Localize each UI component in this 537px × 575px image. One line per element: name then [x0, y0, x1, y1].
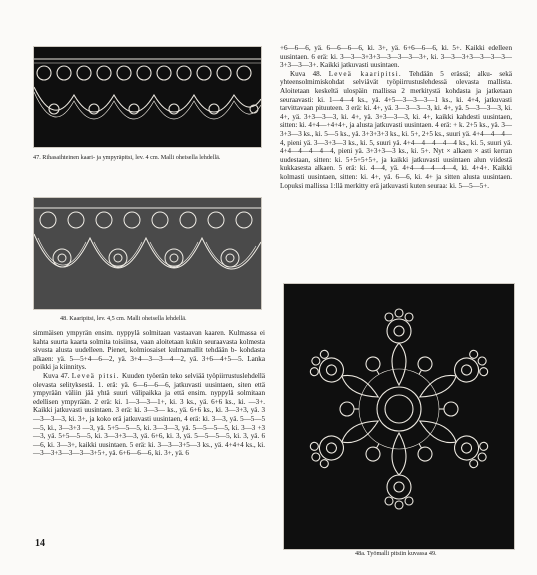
paragraph-figure-47 — [33, 372, 265, 458]
pattern-title: Leveä pitsi. — [71, 371, 120, 380]
pattern-instructions: Kuuden työerän teko selviää työpiirrustuslehdellä olevasta selityksestä. 1. erä: yä. 6—6—6—6, jatkuvasti uusintaen, siten että ympyrään väliin jää yhtä suuri välipaikka ja että ensim. nyppylä solmitaan edellisen ympyrään. 2 erä: ki. 1—3—3—1+, ki. 3 ks., yä. 6+6 ks., ki. —3+. Kaikki jatkuvasti uusintaen. 3 erä: ki. 3—3— ks., yä. 6+6 ks., ki. 3—3+3, yä. 3—3—3—3, ki. 3+, ja koko erä jatkuvasti uusintaen, 4 erä: ki. 3—3, yä. 5—5—5—5, ki., 3—3+3 —3, yä. 5+5—5—5, ki. 3—3—3, yä. 5—5—5—5, ki. 3—3 +3—3, yä. 5+5—5—5, ki. 3—3+3—3, yä. 6+6, ki. 3, yä. 5—5—5—5, ki. 3, yä. 6—6, ki. 3—3+, kaikki uusintaen. 5 erä: ki. 3—3—3+5—3 ks., yä. 4+4+4 ks., ki. —3—3+3—3—3—3+5+, yä. 6+6—6—6, ki. 3+, yä. 6 — [33, 371, 265, 458]
doily-pattern-illustration — [284, 284, 514, 549]
page-number: 14 — [35, 538, 45, 549]
lace-edging-illustration — [34, 198, 261, 309]
lace-photo-47 — [33, 46, 262, 148]
figure-48-caption: 48. Kaaripitsi, lev. 4,5 cm. Malli oheisella lehdellä. — [60, 315, 187, 322]
right-text-column — [280, 44, 512, 190]
paragraph-figure-48 — [280, 70, 512, 190]
figure-48a-caption: 48a. Työmalli pitsiin kuvassa 49. — [355, 550, 437, 557]
doily-pattern-photo-48a — [283, 283, 515, 550]
figure-reference: Kuva 48. — [290, 69, 322, 78]
lace-edging-illustration — [34, 47, 261, 147]
lace-photo-48 — [33, 197, 262, 310]
left-text-column — [33, 329, 265, 458]
figure-47-caption: 47. Rihasaihteinen kaari- ja ympyräpitsi, lev. 4 cm. Malli oheisella lehdellä. — [33, 154, 221, 161]
pattern-title: Leveä kaaripitsi. — [328, 69, 402, 78]
pattern-instructions: Tehdään 5 erässä; alku- sekä yhteensolmimiskohdat selviävät työpiirrustuslehdessä olevasta mallista. Aloitetaan keskeltä ulospäin mallissa 2 merkitystä kohdasta ja jatketaan seuraavasti: ki. 1—4—4 ks., yä. 4+5—3—3—3—1 ks., ki. 4+4, jatkuvasti tarvittavaan pituuteen. 3 erä: ki. 4+, yä. 3—3—3—3, ki. 4+, yä. 5—3—3—3, ki. 4+, yä. 3+3—3—3, ki. 4+, yä. 3+3—3—3, ki. 4+, kaikki kahdesti uusintaen, sitten: ki. 4+4—+4+4+, ja alusta jatkuvasti uusintaen. 4 erä: + k. 2+5 ks., yä. 3—3+3—3 ks., ki. 5—5 ks., yä. 3+3+3+3 ks., ki. 5+, 2+5 ks., suuri yä. 4+4—4—4—4, pieni yä. 3—3+3—3 ks., ki. 5, suuri yä. 4+4—4—4—4—4 ks., ki. 5, suuri yä. 4+4—4—4—4—4, pieni yä. 3+3+3—3 ks., ki. 5+. Nyt × alkaen × asti kerran uudestaan, sitten: ki. 5+5+5+5+, ja kaikki jatkuvasti uusintaen alun viidestä kukkasesta alkaen. 5 erä: ki. 4—4, yä. 4+4—4—4—4—4, ki. 4+4+. Kaikki kolmasti uusintaen, sitten: ki. 4+, yä. 6—6, ki. 4+ ja sitten alusta uusintaen. Lopuksi mallissa 1:llä merkitty erä jatkuvasti kuten seuraa: ki. 5—5—5+. — [280, 69, 512, 190]
figure-reference: Kuva 47. — [43, 371, 70, 380]
paragraph-continued-instructions: +6—6—6, yä. 6—6—6—6, ki. 3+, yä. 6+6—6—6, ki. 5+. Kaikki edelleen uusintaen. 6 erä: ki. 3—3—3+3+3—3—3—3—3+, ki. 3—3—3+3—3—3—3—3+3—3—3+. Kaikki jatkuvasti uusintaen. — [280, 44, 512, 70]
paragraph-corner-instructions: simmäisen ympyrän ensim. nyppylä solmitaan vastaavan kaaren. Kulmassa ei kahta suurta kaarta solmita toisiinsa, vaan aloitetaan kukin seuraavasta kolmesta sivusta alusta uudelleen. Pienet, kolmiosaiset kulmamallit tehdään b- kohdasta alkaen: yä. 5—5+4—6—2, yä. 3+4—3—3—4—2, yä. 3+6—4+5—5. Lanka poikki ja kiinnitys. — [33, 329, 265, 372]
